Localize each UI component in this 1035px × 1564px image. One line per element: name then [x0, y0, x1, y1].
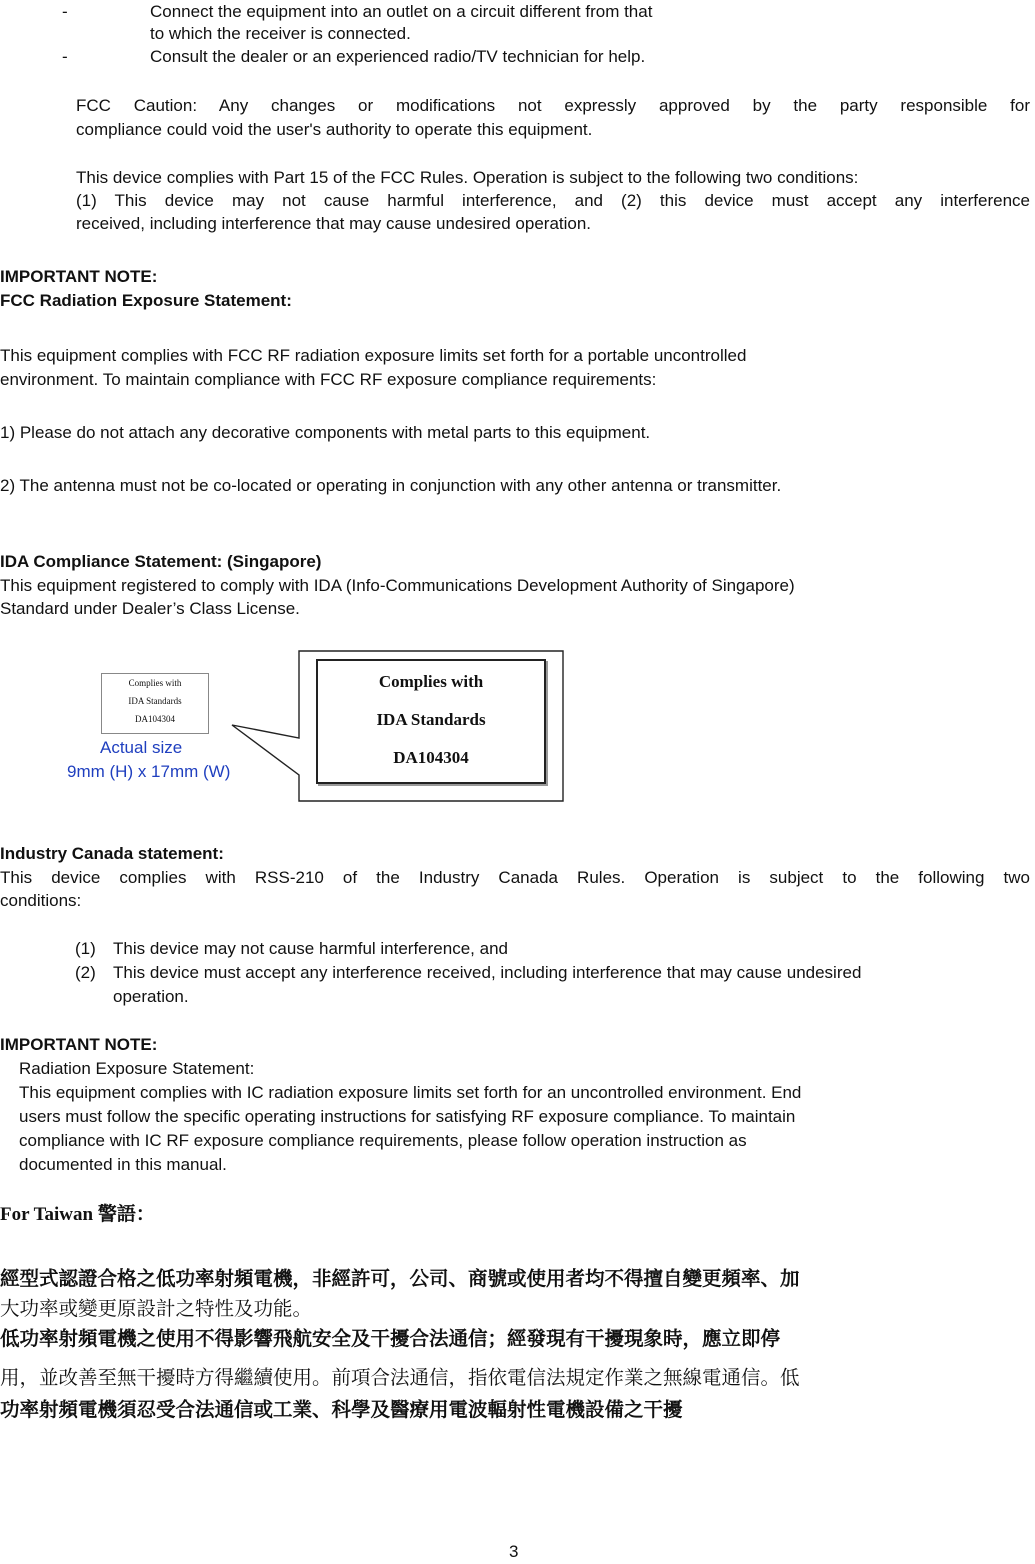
condition-marker: (1)	[75, 939, 96, 958]
radiation-para-line: This equipment complies with FCC RF radiation exposure limits set forth for a portable uncontrolled	[0, 346, 747, 365]
ida-text-line: Standard under Dealer’s Class License.	[0, 599, 300, 618]
taiwan-heading: For Taiwan 警語：	[0, 1204, 155, 1225]
bullet-text: Connect the equipment into an outlet on a circuit different from that	[150, 2, 653, 21]
condition-text: This device must accept any interference received, including interference that may cause undesired	[113, 963, 862, 982]
canada-text-line: conditions:	[0, 891, 82, 910]
radiation-para-line: environment. To maintain compliance with FCC RF exposure compliance requirements:	[0, 370, 657, 389]
bullet-marker: -	[62, 2, 68, 21]
canada-text-line: This device complies with RSS-210 of the Industry Canada Rules. Operation is subject to the following two	[0, 868, 1030, 887]
ida-heading: IDA Compliance Statement: (Singapore)	[0, 552, 322, 571]
important-note-heading: IMPORTANT NOTE:	[0, 267, 158, 286]
bullet-text: to which the receiver is connected.	[150, 24, 411, 43]
important-note-heading: IMPORTANT NOTE:	[0, 1035, 158, 1054]
condition-text: This device may not cause harmful interference, and	[113, 939, 508, 958]
dimensions-caption: 9mm (H) x 17mm (W)	[67, 762, 231, 781]
page-number: 3	[509, 1542, 519, 1561]
taiwan-warning-line: 用，並改善至無干擾時方得繼續使用。前項合法通信，指依電信法規定作業之無線電通信。低	[0, 1366, 800, 1389]
bullet-text: Consult the dealer or an experienced radio/TV technician for help.	[150, 47, 646, 66]
ida-label-small-line: Complies with	[128, 678, 182, 688]
industry-canada-heading: Industry Canada statement:	[0, 844, 224, 863]
condition-text: operation.	[113, 987, 189, 1006]
ida-text-line: This equipment registered to comply with IDA (Info-Communications Development Authority of Singapore)	[0, 576, 795, 595]
part15-line: received, including interference that may cause undesired operation.	[76, 214, 592, 233]
part15-line: This device complies with Part 15 of the FCC Rules. Operation is subject to the following two conditions:	[76, 168, 859, 187]
taiwan-warning-line: 功率射頻電機須忍受合法通信或工業、科學及醫療用電波輻射性電機設備之干擾	[0, 1398, 683, 1421]
condition-marker: (2)	[75, 963, 96, 982]
ic-radiation-line: documented in this manual.	[19, 1155, 227, 1174]
ic-radiation-line: compliance with IC RF exposure compliance requirements, please follow operation instruction as	[19, 1131, 747, 1150]
radiation-item: 1) Please do not attach any decorative components with metal parts to this equipment.	[0, 423, 651, 442]
ida-label-line: IDA Standards	[376, 710, 486, 729]
ic-radiation-line: users must follow the specific operating instructions for satisfying RF exposure compliance. To maintain	[19, 1107, 796, 1126]
actual-size-caption: Actual size	[100, 738, 183, 757]
ida-label-line: DA104304	[393, 748, 469, 767]
ida-label-small-line: IDA Standards	[128, 696, 182, 706]
fcc-caution-line: compliance could void the user's authority to operate this equipment.	[76, 120, 593, 139]
part15-line: (1) This device may not cause harmful interference, and (2) this device must accept any interference	[76, 191, 1030, 210]
ic-radiation-line: This equipment complies with IC radiation exposure limits set forth for an uncontrolled environment. End	[19, 1083, 802, 1102]
fcc-radiation-heading: FCC Radiation Exposure Statement:	[0, 291, 292, 310]
taiwan-warning-line: 經型式認證合格之低功率射頻電機，非經許可，公司、商號或使用者均不得擅自變更頻率、加	[0, 1267, 800, 1290]
ida-label-line: Complies with	[378, 672, 484, 691]
radiation-item: 2) The antenna must not be co-located or operating in conjunction with any other antenna or transmitter.	[0, 476, 782, 495]
ida-label-enlarged	[316, 659, 546, 784]
ic-radiation-line: Radiation Exposure Statement:	[19, 1059, 255, 1078]
taiwan-warning-line: 大功率或變更原設計之特性及功能。	[0, 1297, 313, 1320]
bullet-marker: -	[62, 47, 68, 66]
ida-label-small-line: DA104304	[135, 714, 175, 724]
fcc-caution-line: FCC Caution: Any changes or modifications not expressly approved by the party responsible for	[76, 96, 1030, 115]
taiwan-warning-line: 低功率射頻電機之使用不得影響飛航安全及干擾合法通信；經發現有干擾現象時，應立即停	[0, 1327, 781, 1350]
